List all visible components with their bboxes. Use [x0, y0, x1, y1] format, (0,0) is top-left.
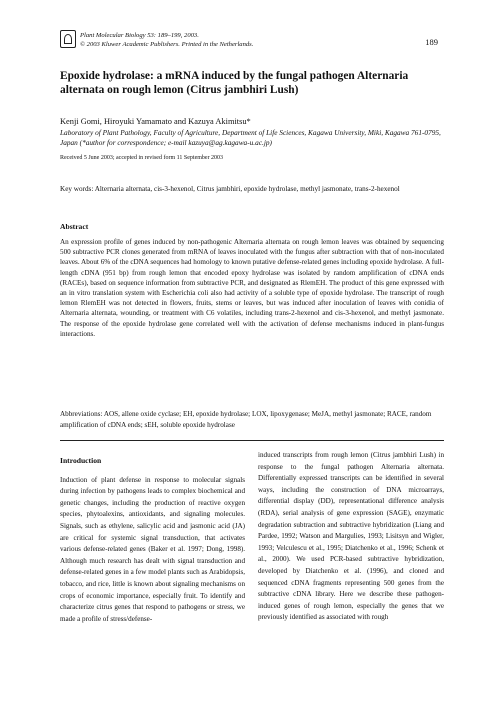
- publisher-logo-icon: [60, 30, 76, 48]
- journal-info: [80, 31, 253, 49]
- introduction-text-left: Induction of plant defense in response to molecular signals during infection by pathogens leads to complex biochemical and genetic changes, including the production of reactive oxygen species, phytoalexins, antioxidants, and signaling molecules. Signals, such as ethylene, salicylic acid and jasmonic acid (JA) are critical for systemic signal transduction, that activates various defense-related genes (Baker et al. 1997; Dong, 1998). Although much research has dealt with signal transduction and defense-related genes in a few model plants such as Arabidopsis, tobacco, and rice, little is known about signaling mechanisms on crops of economic importance, especially fruit. To identify and characterize citrus genes that respond to pathogens or stress, we made a profile of stress/defense-: [60, 475, 245, 623]
- abstract-text: An expression profile of genes induced by non-pathogenic Alternaria alternata on rough lemon leaves was obtained by sequencing 500 subtractive PCR clones generated from mRNA of leaves inoculated with the fungus after subtraction with that of non-inoculated leaves. About 6% of the cDNA sequences had homology to known putative defense-related genes including epoxide hydrolase. A full-length cDNA (951 bp) from rough lemon that encoded epoxy hydrolase was isolated by random amplification of cDNA ends (RACEs), based on sequence information from subtractive PCR, and designated as RlemEH. The product of this gene expressed with an in vitro translation system with Escherichia coli also had activity of a soluble type of epoxide hydrolase. The transcript of rough lemon RlemEH was not detected in flowers, fruits, stems or leaves, but was induced after inoculation of leaves with conidia of Alternaria alternata, wounding, or treatment with C6 volatiles, including trans-2-hexenol and cis-3-hexenol, and methyl jasmonate. The response of the epoxide hydrolase gene correlated well with the activation of defense mechanisms induced in plant-fungus interactions.: [60, 238, 444, 338]
- section-divider: [60, 440, 444, 441]
- journal-citation: Plant Molecular Biology 53: 189–199, 2003.: [80, 32, 199, 39]
- body-column-left: [60, 455, 245, 625]
- author-affiliation: Laboratory of Plant Pathology, Faculty of Agriculture, Department of Life Sciences, Kagawa University, Miki, Kagawa 761-0795, Japan (*author for correspondence; e-mail kazuya@ag.kagawa-u.ac.jp): [60, 128, 441, 147]
- page-number: 189: [425, 37, 438, 47]
- received-date: Received 5 June 2003; accepted in revised form 11 September 2003: [60, 155, 224, 161]
- abbreviations: Abbreviations: AOS, allene oxide cyclase; EH, epoxide hydrolase; LOX, lipoxygenase; MeJA, methyl jasmonate; RACE, random amplification of cDNA ends; sEH, soluble epoxide hydrolase: [60, 410, 432, 429]
- article-title: Epoxide hydrolase: a mRNA induced by the fungal pathogen Alternaria alternata on rough lemon (Citrus jambhiri Lush): [60, 70, 409, 96]
- introduction-heading: Introduction: [60, 456, 102, 465]
- body-column-right: [258, 450, 444, 624]
- abstract-heading: Abstract: [60, 222, 89, 231]
- keywords: Key words: Alternaria alternata, cis-3-hexenol, Citrus jambhiri, epoxide hydrolase, methyl jasmonate, trans-2-hexenol: [60, 185, 400, 193]
- introduction-text-right: induced transcripts from rough lemon (Citrus jambhiri Lush) in response to the fungal pathogen Alternaria alternata. Differentially expressed transcripts can be identified in several ways, including the construction of DNA microarrays, differential display (DD), representational difference analysis (RDA), serial analysis of gene expression (SAGE), enzymatic degradation subtraction and subtractive hybridization (Liang and Pardee, 1992; Watson and Margulies, 1993; Lisitsyn and Wigler, 1993; Velculescu et al., 1995; Diatchenko et al., 1996; Schenk et al., 2000). We used PCR-based subtractive hybridization, developed by Diatchenko et al. (1996), and cloned and sequenced cDNA fragments representing 500 genes from the subtractive cDNA library. Here we describe these pathogen-induced genes of rough lemon, especially the genes that we previously identified as associated with rough: [258, 451, 444, 622]
- author-list: Kenji Gomi, Hiroyuki Yamamato and Kazuya Akimitsu*: [60, 117, 251, 126]
- publisher-notice: © 2003 Kluwer Academic Publishers. Printed in the Netherlands.: [80, 41, 254, 48]
